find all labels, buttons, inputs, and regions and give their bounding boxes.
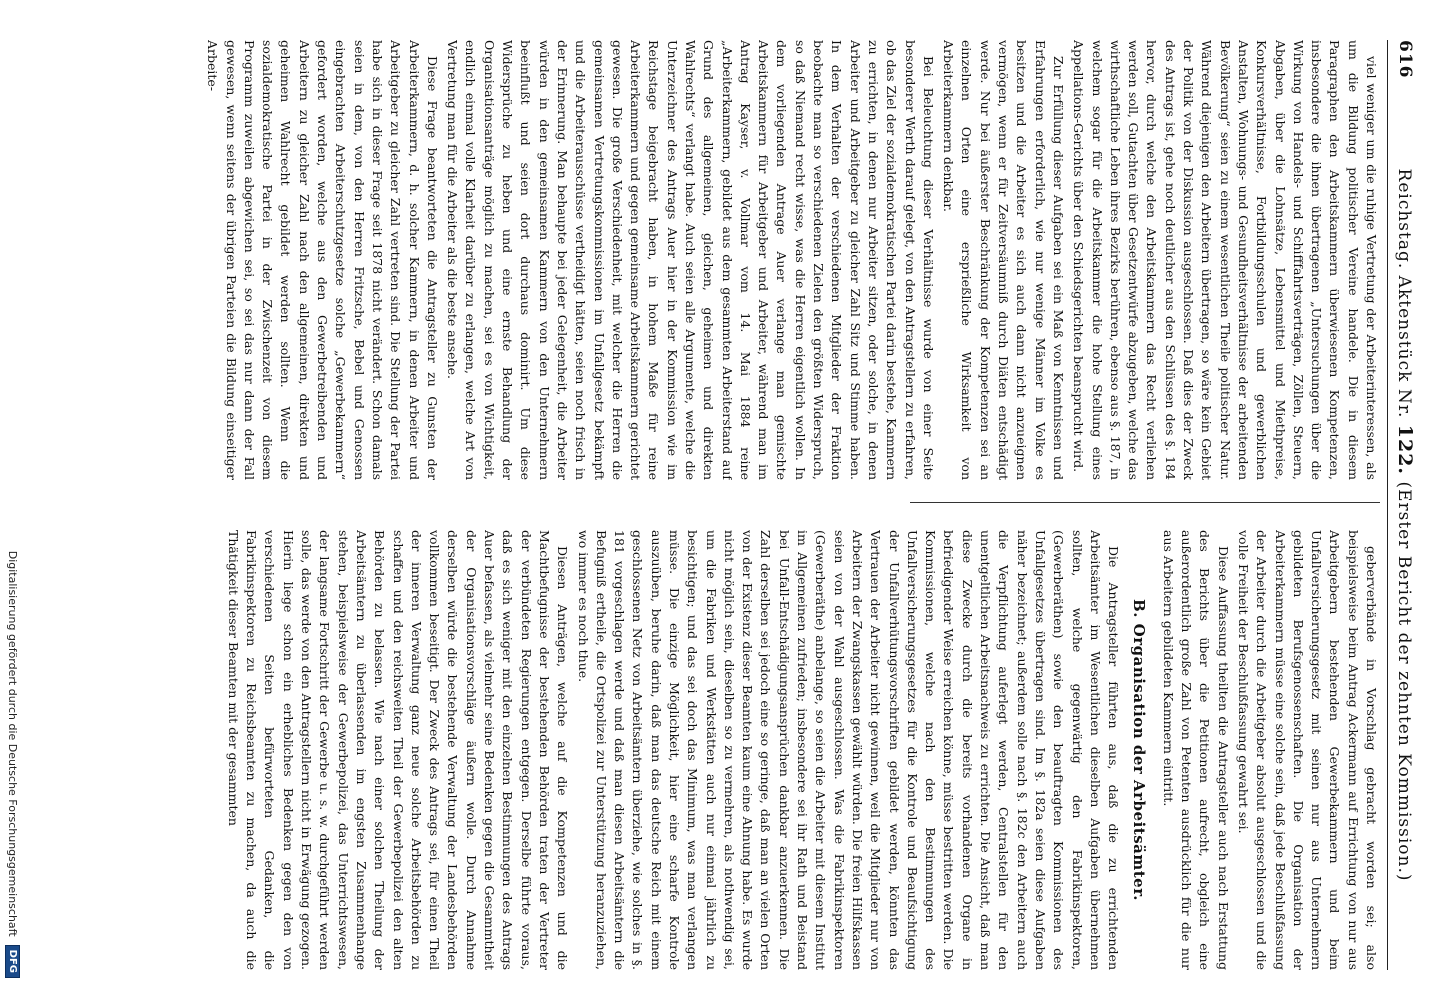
paragraph: Diese Frage beantworteten die Antragsteller zu Gunsten der Arbeiterkammern, d. h. solcher Kammern, in denen Arbeiter und Arbeitgeber zu gleicher Zahl vertreten sind. Die Stellung der Partei habe sich in dieser Frage seit 1878 nicht verändert. Schon damals seien in dem, von den Herren Fritzsche, Bebel und Genossen eingebrachten Arbeiterschutzgesetze solche „Gewerbekammern“ gefordert worden, welche aus den Gewerbetreibenden und Arbeitern zu gleicher Zahl nach den allgemeinen, direkten und geheimen Wahlrecht gebildet werden sollten. Wenn die sozialdemokratische Partei in der Zwischenzeit von diesem Programm zuweilen abgewichen sei, so sei das nur dann der Fall gewesen, wenn seitens der übrigen Parteien die Bildung einseitiger Arbeite- bbox=[205, 40, 440, 480]
digitization-footer bbox=[0, 0, 26, 1000]
paragraph: Die Antragsteller führten aus, daß die zu errichtenden Arbeitsämter im Wesentlichen dieselben Aufgaben übernehmen sollten, welche gegenwärtig den Fabrikinspektoren, (Gewerberäthen) sowie den beauftragten Kommissionen des Unfallgesetzes übertragen sind. Im §. 182a seien diese Aufgaben näher bezeichnet; außerdem solle nach §. 182c den Arbeitern auch die Verpflichtung auferlegt werden, Centralstellen für den unentgeltlichen Arbeitsnachweis zu errichten. Die Ansicht, daß man diese Zwecke durch die bereits vorhandenen Organe in befriedigender Weise erreichen könne, müsse bestritten werden. Die Kommissionen, welche nach den Bestimmungen des Unfallversicherungsgesetzes für die Kontrole und Beaufsichtigung der Unfallverhütungsvorschriften gebildet werden, könnten das Vertrauen der Arbeiter nicht gewinnen, weil die Mitglieder nur von Arbeitern der Zwangskassen gewählt würden. Die freien Hilfskassen seien von der Wahl ausgeschlossen. Was die Fabrikinspektoren (Gewerberäthe) anbelange, so seien die Arbeiter mit diesem Institut im Allgemeinen zufrieden; insbesondere sei ihr Rath und Beistand bei Unfall-Entschädigungsansprüchen dankbar anzuerkennen. Die Zahl derselben sei jedoch eine so geringe, daß man an vielen Orten von der Existenz dieser Beamten kaum eine Ahnung habe. Es wurde nicht möglich sein, dieselben so zu vermehren, als nothwendig sei, um die Fabriken und Werkstätten auch nur einmal jährlich zu besichtigen; und das sei doch das Minimum, was man verlangen müsse. Die einzige Möglichkeit, hier eine scharfe Kontrole auszuüben, beruhe darin, daß man das deutsche Reich mit einem geschlossenen Netz von Arbeitsämtern überziehe, wie solches in §. 181 vorgeschlagen werde und daß man diesen Arbeitsämtern die Befugniß ertheile, die Ortspolizei zur Unterstützung heranzuziehen, wo immer es noch thue. bbox=[575, 530, 1122, 970]
title-prefix: Reichstag. Aktenstück Nr. bbox=[1394, 168, 1414, 425]
footer-text: Digitalisierung gefördert durch die Deutsche Forschungsgemeinschaft bbox=[6, 550, 20, 937]
paragraph: Zur Erfüllung dieser Aufgaben sei ein Maß von Kenntnissen und Erfahrungen erforderlich, wie nur wenige Männer im Volke es besitzen und die Arbeiter es sich auch dann nicht anzueignen vermögen, wenn er für Zeitversäumniß durch Diäten entschädigt werde. Nur bei äußerster Beschränkung der Kompetenzen sei an einzelnen Orten eine ersprießliche Wirksamkeit von Arbeiterkammern denkbar. bbox=[941, 40, 1066, 480]
page-header bbox=[1390, 40, 1420, 970]
paragraph: Diesen Anträgen, welche auf die Kompetenzen und die Machtbefugnisse der bestehenden Behörden traten der Vertreter der verbündeten Regierungen entgegen. Derselbe führte voraus, daß es sich weniger mit den einzelnen Bestimmungen des Antrags Auer befassen, als vielmehr seine Bedenken gegen die Gesammtheit der Organisationsvorschläge äußern wolle. Durch Annahme derselben würde die bestehende Verwaltung der Landesbehörden vollkommen beseitigt. Der Zweck des Antrags sei, für einen Theil der inneren Verwaltung ganz neue solche Arbeitsbehörden zu schaffen und den reichsweiten Theil der Gewerbepolizei den alten Behörden zu belassen. Wie nach einer solchen Theilung der Arbeitsämtern zu überlassenden im engsten Zusammenhange stehen, beispielsweise der Gewerbepolizei, das Unterrichtswesen, der langsame Fortschritt der Gewerbe u. s. w. durchgeführt werden solle, das werde von den Antragstellern nicht in Erwägung gezogen. Hierin liege schon ein erhebliches Bedenken gegen den von verschiedenen Seiten befürworteten Gedanken, die Fabrikinspektoren zu Reichsbeamten zu machen, da auch die Thätigkeit dieser Beamten mit der gesammten bbox=[225, 530, 571, 970]
title-suffix: (Erster Bericht der zehnten Kommission.) bbox=[1394, 481, 1414, 882]
running-title bbox=[1394, 80, 1416, 970]
paragraph: viel weniger um die ruhige Vertretung der Arbeiterinteressen, als um die Bildung politischer Vereine handele. Die in diesem Paragraphen den Arbeitskammern überwiesenen Kompetenzen, insbesondere die ihnen übertragenen „Untersuchungen über die Wirkung von Handels- und Schifffahrtsverträgen, Zöllen, Steuern, Abgaben, über die Lohnsätze, Lebensmittel und Miethpreise, Konkursverhältnisse, Fortbildungsschulen und gewerblichen Anstalten, Wohnungs- und Gesundheitsverhältnisse der arbeitenden Bevölkerung“ seien zu einem wesentlichen Theile politischer Natur. Während diejenigen den Arbeitern übertragen, so wäre kein Gebiet der Politik von der Diskussion ausgeschlossen. Daß dies der Zweck des Antrags ist, gehe noch deutlicher aus den Schlüssen des §. 184 hervor, durch welche den Arbeitskammern das Recht verliehen werden soll, Gutachten über Gesetzentwürfe abzugeben, welche das wirthschaftliche Leben ihres Bezirks berühren, ebenso aus §. 187, in welchem sogar für die Arbeitskammer die hohe Stellung eines Appellations-Gerichts über den Schiedsgerichten beansprucht wird. bbox=[1071, 40, 1379, 480]
column-divider bbox=[910, 502, 1380, 503]
paragraph: geberverbände in Vorschlag gebracht worden sei; also beispielsweise beim Antrag Ackermann auf Errichtung von nur aus Arbeitgebern bestehenden Gewerbekammern und beim Unfallversicherungsgesetz mit seinen nur aus Unternehmern gebildeten Berufsgenossenschaften. Die Organisation der Arbeiterkammern müsse eine solche sein, daß jede Beschlußfassung der Arbeiter durch die Arbeitgeber absolut ausgeschlossen und die volle Freiheit der Beschlußfassung gewahrt sei. bbox=[1235, 530, 1379, 970]
paragraph: Diese Auffassung theilten die Antragsteller auch nach Erstattung des Berichts über die Petitionen aufrecht, obgleich eine außerordentlich große Zahl von Petenten ausdrücklich für die nur aus Arbeitern gebildeten Kammern eintritt. bbox=[1160, 530, 1231, 970]
paragraph: Bei Beleuchtung dieser Verhältnisse wurde von einer Seite besonderer Werth darauf gelegt, von den Antragstellern zu erfahren, ob das Ziel der sozialdemokratischen Partei darin bestehe, Kammern zu errichten, in denen nur Arbeiter sitzen, oder solche, in denen Arbeiter und Arbeitgeber zu gleicher Zahl Sitz und Stimme haben. In dem Verhalten der verschiedenen Mitglieder der Fraktion beobachte man so verschiedenen Zielen den größten Widerspruch, so daß Niemand recht wisse, was die Herren eigentlich wollen. In dem vorliegenden Antrage Auer verlange man gemischte Arbeitskammern für Arbeitgeber und Arbeiter, während man im Antrag Kayser, v. Vollmar vom 14. Mai 1884 reine „Arbeiterkammern, gebildet aus dem gesammten Arbeiterstand auf Grund des allgemeinen, gleichen, geheimen und direkten Wahlrechts“ verlangt habe. Auch seien alle Argumente, welche die Unterzeichner des Antrags Auer hier in der Kommission wie im Reichstage beigebracht haben, in hohem Maße für reine Arbeiterkammern und gegen gemeinsame Arbeitskammern gerichtet gewesen. Die große Verschiedenheit, mit welcher die Herren die gemeinsamen Vertretungskommissionen im Unfallgesetz bekämpft und die Arbeiterausschüsse vertheidigt hätten, seien noch frisch in der Erinnerung. Man behaupte bei jeder Gelegenheit, die Arbeiter würden in den gemeinsamen Kammern von den Unternehmern beeinflußt und seien dort durchaus dominirt. Um diese Widersprüche zu heben und eine ernste Behandlung der Organisationsanträge möglich zu machen, sei es von Wichtigkeit, endlich einmal volle Klarheit darüber zu erlangen, welche Art von Vertretung man für die Arbeiter als die beste ansehe. bbox=[445, 40, 936, 480]
dfg-logo: DFG bbox=[6, 945, 21, 978]
document-number: 122. bbox=[1394, 424, 1416, 476]
header-rule bbox=[1387, 40, 1388, 970]
page-number: 616 bbox=[1395, 40, 1415, 79]
left-column bbox=[30, 40, 1380, 480]
right-column bbox=[30, 530, 1380, 970]
section-heading: B. Organisation der Arbeitsämter. bbox=[1130, 599, 1149, 901]
